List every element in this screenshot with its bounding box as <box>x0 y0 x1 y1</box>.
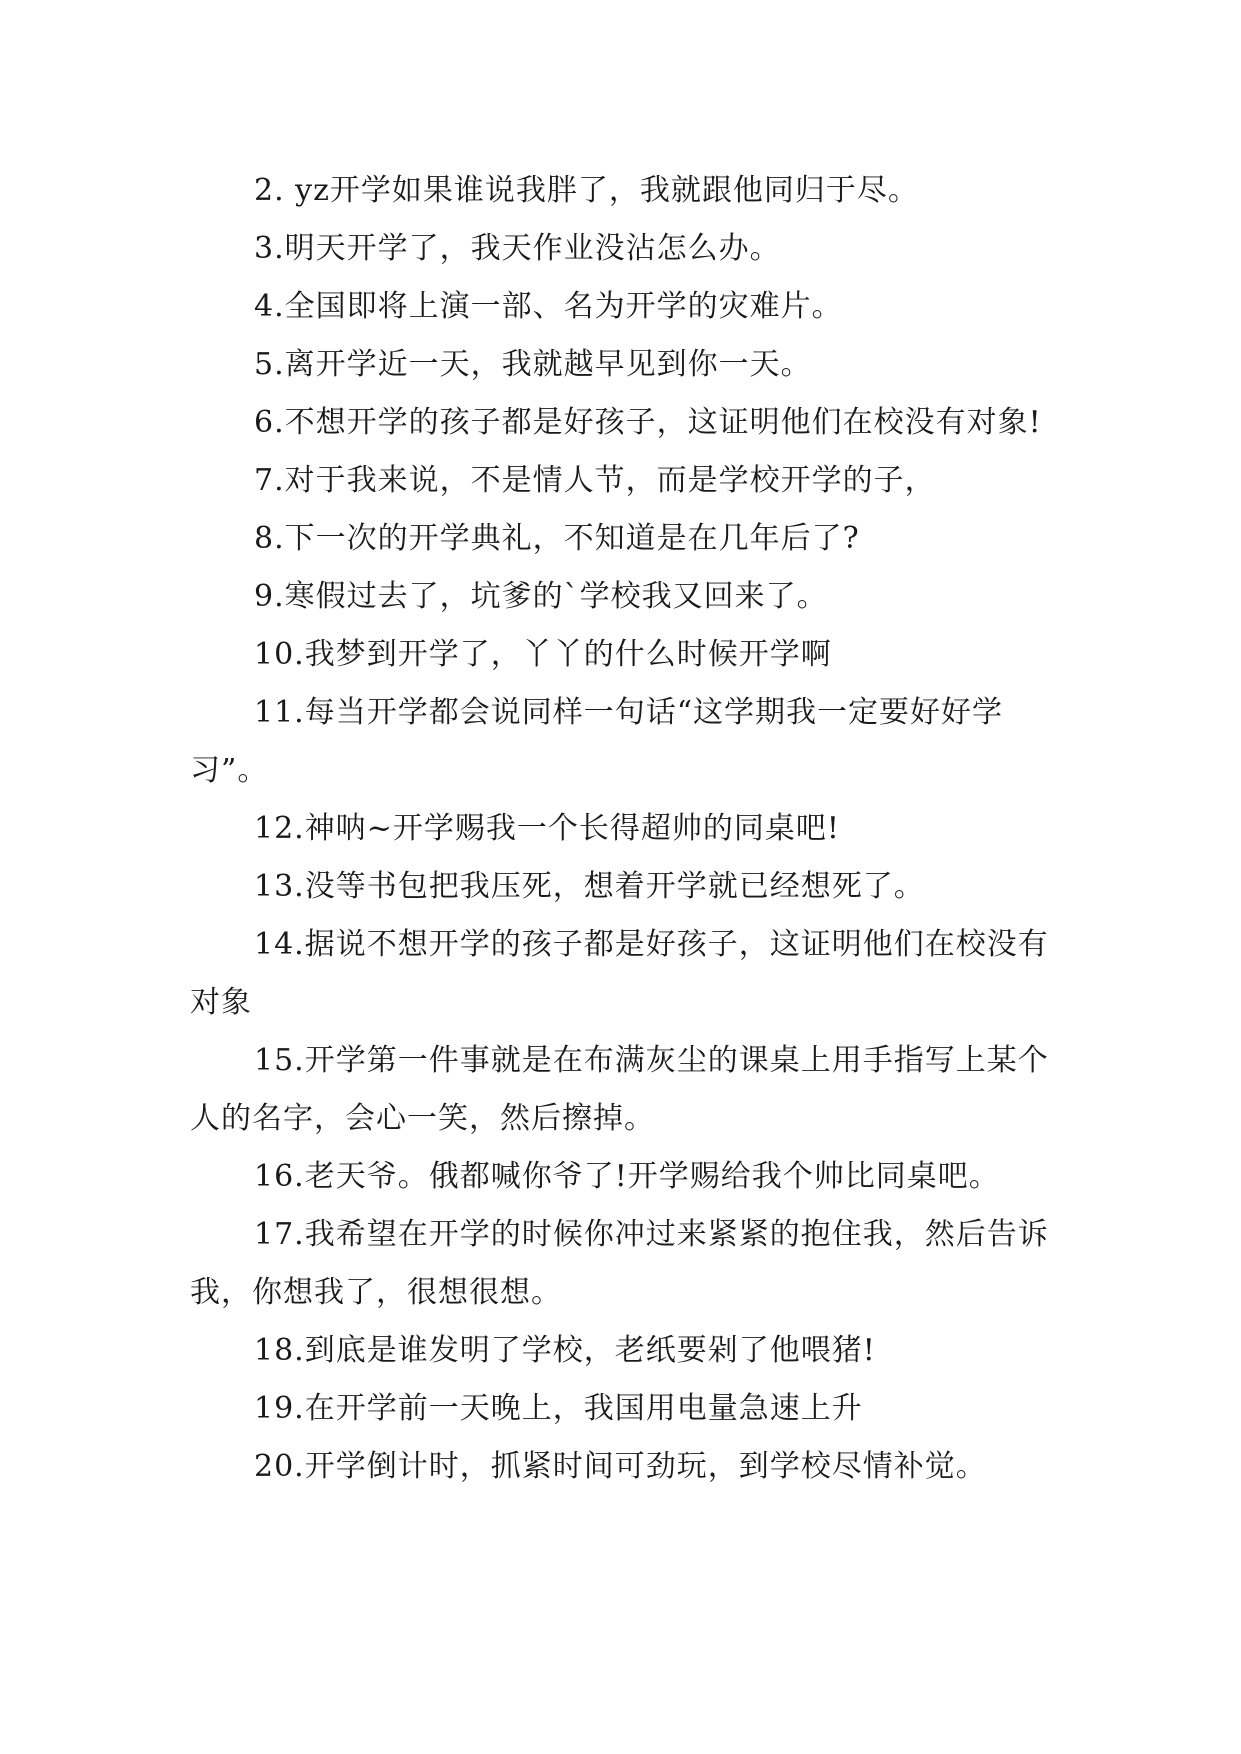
paragraph: 18.到底是谁发明了学校，老纸要剁了他喂猪! <box>254 1333 876 1368</box>
paragraph: 15.开学第一件事就是在布满灰尘的课桌上用手指写上某个人的名字，会心一笑，然后擦掉。 <box>190 1043 1049 1136</box>
paragraph: 9.寒假过去了，坑爹的`学校我又回来了。 <box>254 579 828 614</box>
paragraph: 19.在开学前一天晚上，我国用电量急速上升 <box>254 1391 863 1426</box>
paragraph: 17.我希望在开学的时候你冲过来紧紧的抱住我，然后告诉我，你想我了，很想很想。 <box>190 1217 1049 1310</box>
paragraph: 20.开学倒计时，抓紧时间可劲玩，到学校尽情补觉。 <box>254 1449 987 1484</box>
paragraph: 2. yz开学如果谁说我胖了，我就跟他同归于尽。 <box>254 173 919 208</box>
document-body <box>190 162 1050 1496</box>
paragraph: 3.明天开学了，我天作业没沾怎么办。 <box>254 231 781 266</box>
paragraph: 7.对于我来说，不是情人节，而是学校开学的子， <box>254 463 936 498</box>
paragraph: 8.下一次的开学典礼，不知道是在几年后了? <box>254 521 860 556</box>
paragraph: 5.离开学近一天，我就越早见到你一天。 <box>254 347 812 382</box>
paragraph: 4.全国即将上演一部、名为开学的灾难片。 <box>254 289 843 324</box>
paragraph: 13.没等书包把我压死，想着开学就已经想死了。 <box>254 869 925 904</box>
paragraph: 14.据说不想开学的孩子都是好孩子，这证明他们在校没有对象 <box>190 927 1049 1020</box>
paragraph: 6.不想开学的孩子都是好孩子，这证明他们在校没有对象! <box>254 405 1042 440</box>
paragraph: 16.老天爷。俄都喊你爷了!开学赐给我个帅比同桌吧。 <box>254 1159 1000 1194</box>
paragraph: 11.每当开学都会说同样一句话“这学期我一定要好好学习”。 <box>190 695 1004 788</box>
paragraph: 12.神呐~开学赐我一个长得超帅的同桌吧! <box>254 811 840 846</box>
paragraph: 10.我梦到开学了，丫丫的什么时候开学啊 <box>254 637 832 672</box>
